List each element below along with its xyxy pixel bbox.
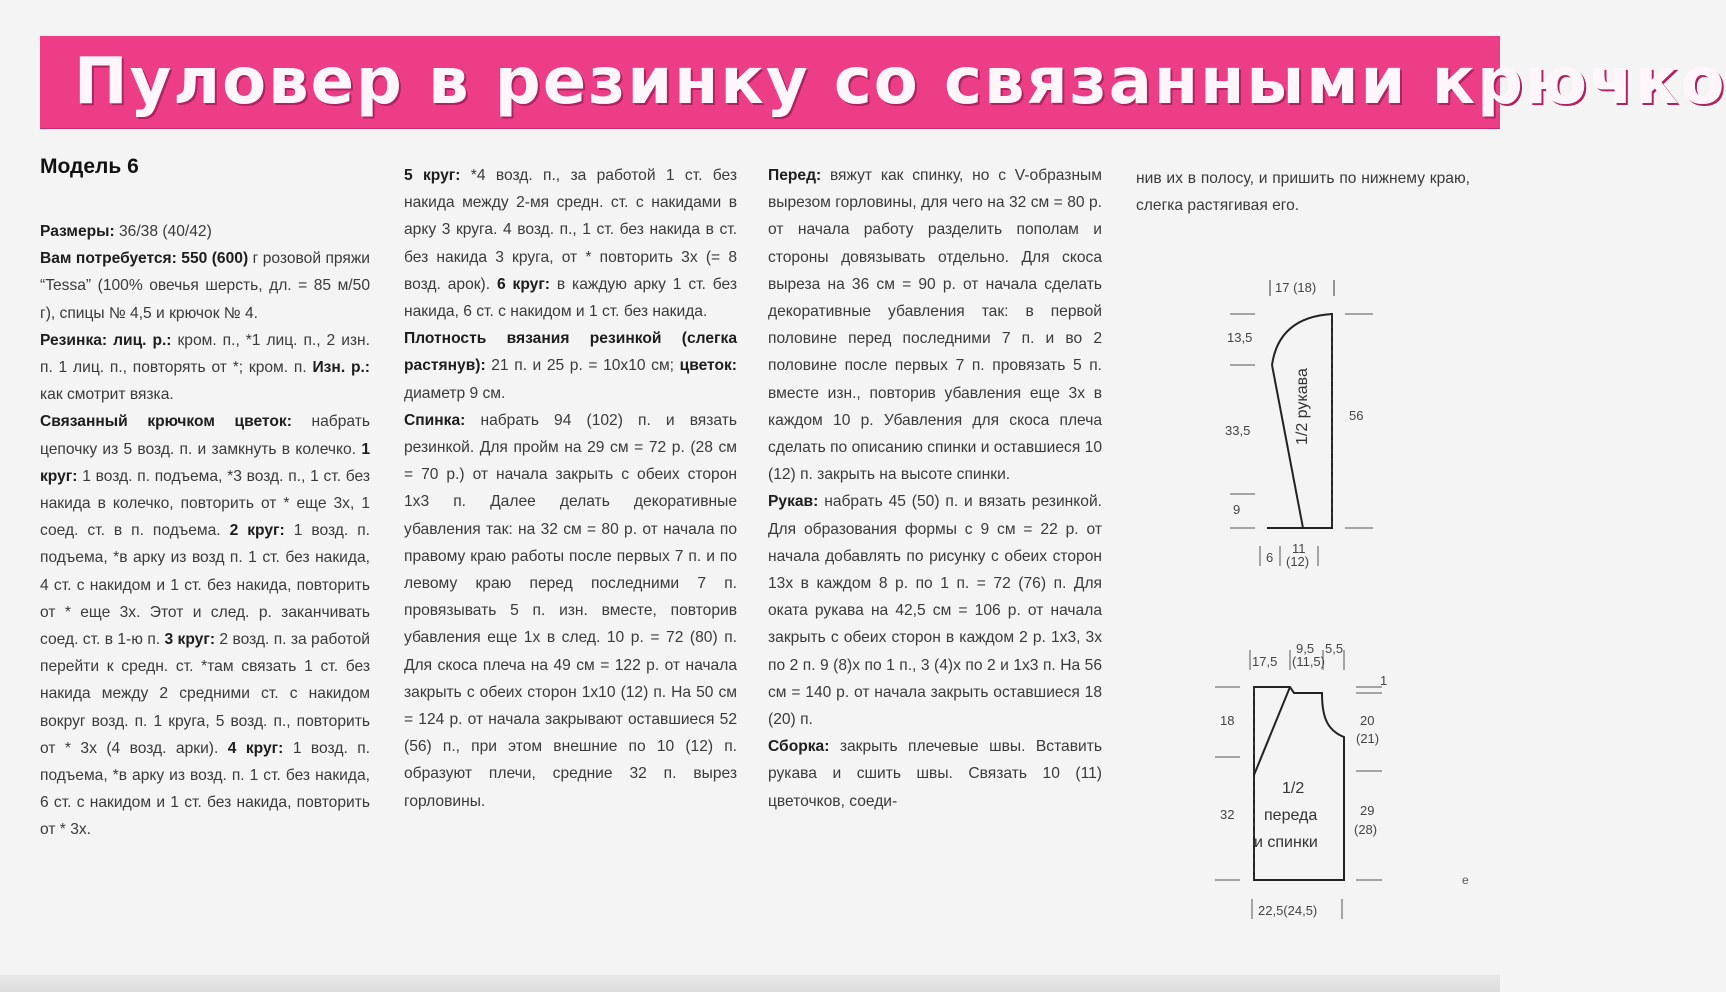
assembly-label: Сборка: <box>768 738 830 756</box>
round-4-text: 1 возд. п. подъема, *в арку из возд. п. 1 ст. без накида, 6 ст. с накидом и 1 ст. без накида, повторить от * 3х. <box>40 739 370 839</box>
page-marker: e <box>1462 873 1469 887</box>
flower-paragraph <box>40 408 370 843</box>
sleeve-cuff-height-label: 9 <box>1233 502 1241 517</box>
body-shoulder-width-alt-label: (11,5) <box>1292 654 1325 669</box>
body-piece-label-2: переда <box>1264 807 1318 824</box>
body-right-bottom-alt-label: (28) <box>1354 822 1378 837</box>
flower-size-text: диаметр 9 см. <box>404 384 506 402</box>
sizes-text: 36/38 (40/42) <box>114 223 212 240</box>
body-piece-label-1: 1/2 <box>1282 780 1305 797</box>
body-piece-label-3: и спинки <box>1254 834 1318 851</box>
text-column-4 <box>1136 165 1470 219</box>
rib-text: кром. п., *1 лиц. п., 2 изн. п. 1 лиц. п., повторять от *; кром. п. <box>40 331 370 377</box>
round-4-label: 4 круг: <box>227 739 284 757</box>
text-column-3 <box>768 162 1102 815</box>
body-neckline <box>1254 687 1290 775</box>
round-6-text: в каждую арку 1 ст. без накида, 6 ст. с накидом и 1 ст. без накида. <box>404 275 738 321</box>
sleeve-bottom-right-label: 11 <box>1292 541 1306 556</box>
back-text: набрать 94 (102) п. и вязать резинкой. Для пройм на 29 см = 72 р. (28 см = 70 р.) от начала закрыть с обеих сторон 1х3 п. Далее делать декоративные убавления так: на 32 см = 80 р. от начала по правому краю работы после первых 7 п. и по левому краю перед последними 7 п. провязывать 5 п. изн. вместе, повторив убавления еще 1х в след. 10 р. = 72 (80) п. Для скоса плеча на 49 см = 122 р. от начала закрыть с обеих сторон 1х10 (12) п. На 50 см = 124 р. от начала закрывают оставшиеся 52 (56) п., при этом внешние по 10 (12) п. образуют плечи, средние 32 п. вырез горловины. <box>404 411 737 810</box>
body-length-label: 32 <box>1220 807 1235 822</box>
round-3-text: 2 возд. п. за работой перейти к средн. ст. *там связать 1 ст. без накида между 2 средними ст. с накидом вокруг возд. п. 1 круга, 5 возд. п., повторить от * 3х (4 возд. арки). <box>40 631 371 757</box>
sleeve-cap-height-label: 13,5 <box>1227 330 1253 345</box>
sleeve-bottom-right-alt-label: (12) <box>1286 554 1310 569</box>
sizes-label: Размеры: <box>40 223 115 240</box>
page-bottom-edge <box>0 975 1500 992</box>
round-2-label: 2 круг: <box>229 522 285 540</box>
rib-label: Резинка: лиц. р.: <box>40 331 172 349</box>
rib-purl-label: Изн. р.: <box>312 359 370 377</box>
body-armhole-depth-label: 18 <box>1220 713 1235 728</box>
sleeve-mid-height-label: 33,5 <box>1225 423 1251 438</box>
round-3-label: 3 круг: <box>164 631 216 649</box>
sleeve-piece-label: 1/2 рукава <box>1294 368 1311 445</box>
materials-text: г розовой пряжи “Tessa” (100% овечья шерсть, дл. = 85 м/50 г), спицы № 4,5 и крючок № 4. <box>40 250 370 322</box>
body-bottom-width-label: 22,5(24,5) <box>1258 903 1318 918</box>
flower-size-label: цветок: <box>679 357 737 375</box>
title-banner <box>40 36 1726 128</box>
flower-label: Связанный крючком цветок: <box>40 413 292 431</box>
gauge-text: 21 п. и 25 р. = 10х10 см; <box>485 357 680 375</box>
sleeve-bottom-left-label: 6 <box>1266 550 1274 565</box>
assembly-paragraph <box>768 733 1102 815</box>
sleeve-pattern-diagram <box>1215 270 1405 580</box>
model-title: Модель 6 <box>40 155 139 178</box>
gauge-label: Плотность вязания резинкой (слегка растянув): <box>404 330 737 375</box>
assembly-continued-paragraph: нив их в полосу, и пришить по нижнему краю, слегка растягивая его. <box>1136 170 1470 215</box>
round-2-text: 1 возд. п. подъема, *в арку из возд п. 1 ст. без накида, 4 ст. с накидом и 1 ст. без накида, повторить от * еще 3х. Этот и след. р. заканчивать соед. ст. в 1-ю п. <box>40 522 370 649</box>
text-column-2 <box>404 162 737 815</box>
sleeve-label: Рукав: <box>768 493 819 511</box>
front-label: Перед: <box>768 167 822 184</box>
sizes-paragraph <box>40 218 370 245</box>
round-5-paragraph <box>404 162 737 325</box>
round-1-label: 1 круг: <box>40 440 370 485</box>
sleeve-top-width-label: 17 (18) <box>1275 280 1317 295</box>
article-title: Пуловер в резинку со связанными крючко <box>74 45 1726 119</box>
body-neck-width-label: 17,5 <box>1252 654 1278 669</box>
front-text: вяжут как спинку, но с V-образным вырезом горловины, для чего на 32 см = 80 р. от начала работу разделить пополам и стороны довязывать отдельно. Для скоса выреза на 36 см = 90 р. от начала сделать декоративные убавления так: в первой половине перед последними 7 п. и во 2 половине после первых 7 п. провязать 5 п. вместе изн., повторив убавления еще 3х в каждом 10 р. Убавления для скоса плеча сделать по описанию спинки и оставшиеся 10 (12) п. закрыть на высоте спинки. <box>768 167 1102 484</box>
assembly-text: закрыть плечевые швы. Вставить рукава и сшить швы. Связать 10 (11) цветочков, соеди- <box>768 738 1102 810</box>
materials-paragraph <box>40 245 370 327</box>
back-paragraph <box>404 407 737 815</box>
round-6-label: 6 круг: <box>496 275 551 293</box>
flower-text: набрать цепочку из 5 возд. п. и замкнуть в колечко. <box>40 413 370 458</box>
body-shoulder-width-label: 9,5 <box>1296 641 1315 656</box>
round-1-text: 1 возд. п. подъема, *3 возд. п., 1 ст. без накида в колечко, повторить от * еще 3х, 1 соед. ст. в п. подъема. <box>40 467 370 540</box>
body-pattern-diagram <box>1210 635 1400 925</box>
back-label: Спинка: <box>404 411 466 429</box>
front-paragraph <box>768 162 1102 488</box>
body-right-bottom-label: 29 <box>1360 803 1375 818</box>
body-right-top-label: 20 <box>1360 713 1375 728</box>
materials-label: Вам потребуется: 550 (600) <box>40 250 249 268</box>
text-column-1 <box>40 152 370 844</box>
body-armhole-width-label: 5,5 <box>1325 641 1344 656</box>
rib-purl-text: как смотрит вязка. <box>40 386 174 404</box>
round-5-text: *4 возд. п., за работой 1 ст. без накида между 2-мя средн. ст. с накидами в арку 3 круга. 4 возд. п., 1 ст. без накида в ст. без накида 3 круга, от * повторить 3х (= 8 возд. арок). <box>404 167 737 293</box>
sleeve-paragraph <box>768 488 1102 733</box>
body-right-top-alt-label: (21) <box>1356 731 1380 746</box>
gauge-paragraph <box>404 325 737 407</box>
round-5-label: 5 круг: <box>404 167 461 184</box>
sleeve-total-height-label: 56 <box>1349 408 1364 423</box>
sleeve-text: набрать 45 (50) п. и вязать резинкой. Для образования формы с 9 см = 22 р. от начала добавлять по рисунку с обеих сторон 13х в каждом 8 р. по 1 п. = 72 (76) п. Для оката рукава на 42,5 см = 106 р. от начала закрыть с обеих сторон в каждом 2 р. 1х3, 3х по 2 п. 9 (8)х по 1 п., 3 (4)х по 2 и 1х3 п. На 56 см = 140 р. от начала закрыть оставшиеся 18 (20) п. <box>768 493 1102 729</box>
rib-paragraph <box>40 327 370 409</box>
body-shoulder-slope-label: 1 <box>1380 673 1388 688</box>
